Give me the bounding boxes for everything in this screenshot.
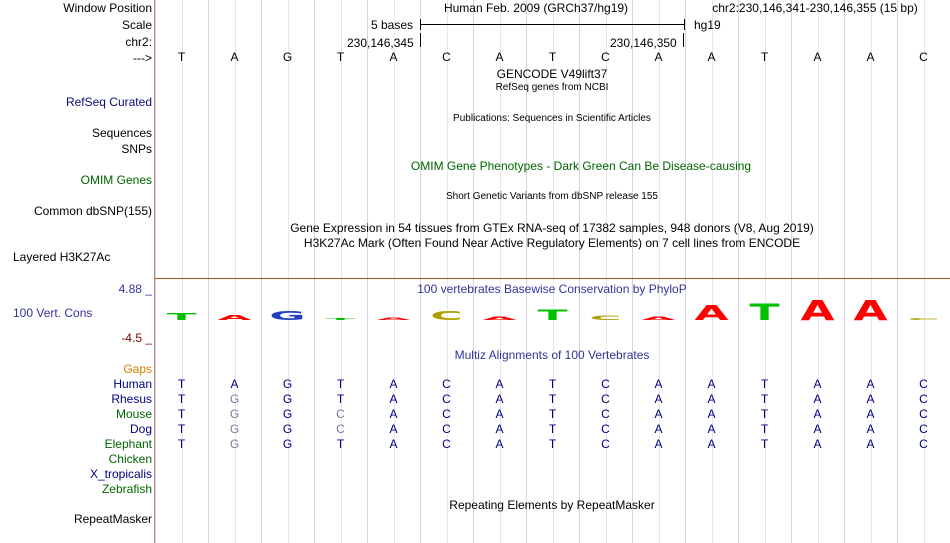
alignment-base: C <box>601 407 610 421</box>
reference-base: A <box>707 50 716 64</box>
scale-bar <box>420 24 685 25</box>
alignment-base: T <box>760 422 769 436</box>
multiz-track-title[interactable]: Multiz Alignments of 100 Vertebrates <box>454 348 650 362</box>
phylop-logo-letter: A <box>482 316 517 322</box>
refseq-track-subtitle: RefSeq genes from NCBI <box>495 82 609 93</box>
species-label[interactable]: Zebrafish <box>101 482 152 496</box>
track-label-layered-h3k27ac[interactable]: Layered H3K27Ac <box>13 250 111 264</box>
alignment-base: T <box>548 392 557 406</box>
alignment-base: T <box>760 437 769 451</box>
phylop-logo-letter: A <box>694 301 729 326</box>
alignment-base: G <box>229 437 240 451</box>
phylop-logo-letter: T <box>749 300 780 326</box>
h3k27ac-track-title[interactable]: H3K27Ac Mark (Often Found Near Active Regulatory Elements) on 7 cell lines from ENCODE <box>303 236 801 250</box>
alignment-base: T <box>177 377 186 391</box>
phylop-logo-letter: A <box>641 316 676 322</box>
window-position-text: chr2:230,146,341-230,146,355 (15 bp) <box>712 1 918 15</box>
alignment-base: G <box>282 422 293 436</box>
alignment-base: A <box>654 437 663 451</box>
track-label-repeatmasker[interactable]: RepeatMasker <box>73 512 152 526</box>
species-label[interactable]: Chicken <box>108 452 152 466</box>
reference-base: A <box>389 50 398 64</box>
alignment-base: T <box>548 437 557 451</box>
alignment-base: T <box>177 422 186 436</box>
species-label[interactable]: Rhesus <box>111 392 152 406</box>
dbsnp-track-title[interactable]: Short Genetic Variants from dbSNP release 155 <box>446 191 658 202</box>
alignment-row <box>155 482 950 496</box>
phylop-logo-letter: T <box>325 317 356 321</box>
alignment-base: G <box>282 377 293 391</box>
alignment-base: C <box>442 437 451 451</box>
reference-base: A <box>866 50 875 64</box>
alignment-base: A <box>654 392 663 406</box>
alignment-base: C <box>919 422 928 436</box>
alignment-base: C <box>601 377 610 391</box>
alignment-base: G <box>229 422 240 436</box>
track-label-omim-genes[interactable]: OMIM Genes <box>80 173 152 187</box>
alignment-base: A <box>495 377 504 391</box>
alignment-base: T <box>177 437 186 451</box>
alignment-base: A <box>654 377 663 391</box>
gencode-track-title[interactable]: GENCODE V49lift37 <box>496 67 608 81</box>
phylop-logo-letter: C <box>907 317 940 321</box>
alignment-base: T <box>177 392 186 406</box>
alignment-base: A <box>866 422 875 436</box>
reference-sequence-row[interactable] <box>155 50 950 64</box>
species-label[interactable]: Human <box>113 377 152 391</box>
alignment-base: A <box>389 392 398 406</box>
alignment-row <box>155 467 950 481</box>
reference-base: C <box>442 50 451 64</box>
ruler-tick-left <box>420 33 421 47</box>
phylop-scale-min: -4.5 _ <box>121 331 152 345</box>
alignment-base: A <box>389 422 398 436</box>
alignment-base: T <box>760 407 769 421</box>
scale-text: 5 bases <box>371 18 414 32</box>
track-label-snps[interactable]: SNPs <box>121 142 152 156</box>
alignment-base: T <box>336 437 345 451</box>
alignment-base: T <box>336 377 345 391</box>
phylop-logo-letter: A <box>800 296 835 326</box>
alignment-base: C <box>442 422 451 436</box>
reference-base: A <box>654 50 663 64</box>
track-label-sequences[interactable]: Sequences <box>91 126 152 140</box>
species-label[interactable]: X_tropicalis <box>89 467 152 481</box>
track-label-refseq-curated[interactable]: RefSeq Curated <box>65 95 152 109</box>
alignment-base: A <box>707 407 716 421</box>
alignment-base: A <box>813 392 822 406</box>
alignment-base: C <box>442 392 451 406</box>
alignment-base: T <box>336 392 345 406</box>
phylop-logo-letter: T <box>537 307 568 324</box>
track-label-column <box>0 0 154 543</box>
track-group-divider <box>155 278 950 279</box>
alignment-base: C <box>919 392 928 406</box>
alignment-base: A <box>813 407 822 421</box>
alignment-base: C <box>336 422 345 436</box>
alignment-base: C <box>442 377 451 391</box>
alignment-base: A <box>866 392 875 406</box>
alignment-base: C <box>601 437 610 451</box>
alignment-base: A <box>707 377 716 391</box>
phylop-logo-letter: G <box>269 308 306 323</box>
phylop-logo-letter: A <box>853 296 888 326</box>
alignment-base: T <box>760 392 769 406</box>
alignment-base: G <box>229 407 240 421</box>
phylop-logo-letter: T <box>166 310 197 323</box>
alignment-row <box>155 407 950 421</box>
alignment-base: A <box>866 377 875 391</box>
reference-base: T <box>548 50 557 64</box>
alignment-base: A <box>813 437 822 451</box>
alignment-base: A <box>866 407 875 421</box>
alignment-base: C <box>336 407 345 421</box>
alignment-base: A <box>495 422 504 436</box>
alignment-base: A <box>389 437 398 451</box>
alignment-row <box>155 452 950 466</box>
assembly-db: hg19 <box>694 18 721 32</box>
reference-base: A <box>230 50 239 64</box>
alignment-base: A <box>813 377 822 391</box>
species-label[interactable]: Mouse <box>115 407 152 421</box>
alignment-base: A <box>707 437 716 451</box>
alignment-base: T <box>548 377 557 391</box>
reference-base: C <box>601 50 610 64</box>
alignment-base: G <box>282 407 293 421</box>
phylop-track-title[interactable]: 100 vertebrates Basewise Conservation by PhyloP <box>417 282 687 296</box>
alignment-base: A <box>389 407 398 421</box>
omim-track-title[interactable]: OMIM Gene Phenotypes - Dark Green Can Be Disease-causing <box>410 159 752 173</box>
alignment-base: T <box>548 422 557 436</box>
alignment-base: A <box>654 407 663 421</box>
alignment-row <box>155 392 950 406</box>
alignment-base: A <box>654 422 663 436</box>
reference-base: T <box>760 50 769 64</box>
species-label[interactable]: Elephant <box>104 437 152 451</box>
alignment-base: T <box>548 407 557 421</box>
alignment-base: C <box>919 407 928 421</box>
track-label-gaps: Gaps <box>123 362 152 376</box>
reference-base: A <box>813 50 822 64</box>
reference-base: C <box>919 50 928 64</box>
alignment-base: C <box>601 392 610 406</box>
phylop-scale-max: 4.88 _ <box>118 282 152 296</box>
alignment-base: C <box>919 377 928 391</box>
alignment-base: C <box>919 437 928 451</box>
scale-label: Scale <box>121 18 152 32</box>
alignment-base: T <box>760 377 769 391</box>
chrom-label: chr2: <box>125 35 152 49</box>
gtex-track-title[interactable]: Gene Expression in 54 tissues from GTEx RNA-seq of 17382 samples, 948 donors (V8, Aug 2019) <box>290 221 814 235</box>
alignment-base: A <box>866 437 875 451</box>
ruler-position-right: 230,146,350 <box>610 36 677 50</box>
alignment-base: A <box>230 377 239 391</box>
ruler-position-left: 230,146,345 <box>347 36 414 50</box>
alignment-base: C <box>601 422 610 436</box>
phylop-logo-letter: C <box>430 308 463 323</box>
phylop-conservation-logo <box>155 296 950 326</box>
reference-base: T <box>336 50 345 64</box>
alignment-base: A <box>495 437 504 451</box>
ruler-tick-right <box>683 33 684 47</box>
alignment-base: A <box>495 407 504 421</box>
phylop-logo-letter: C <box>589 314 622 322</box>
publications-track-title[interactable]: Publications: Sequences in Scientific Articles <box>453 113 651 124</box>
alignment-base: G <box>229 392 240 406</box>
species-label[interactable]: Dog <box>129 422 152 436</box>
assembly-name: Human Feb. 2009 (GRCh37/hg19) <box>443 1 629 15</box>
track-label-common-dbsnp[interactable]: Common dbSNP(155) <box>33 204 152 218</box>
phylop-logo-letter: A <box>376 317 411 321</box>
reference-base: A <box>495 50 504 64</box>
track-label-100-vert-cons[interactable]: 100 Vert. Cons <box>13 306 93 320</box>
alignment-row <box>155 437 950 451</box>
track-display-area[interactable] <box>155 0 950 543</box>
alignment-base: G <box>282 392 293 406</box>
alignment-base: A <box>389 377 398 391</box>
reference-base: T <box>177 50 186 64</box>
alignment-base: A <box>707 422 716 436</box>
alignment-row <box>155 377 950 391</box>
scale-bar-right-tick <box>684 19 685 30</box>
alignment-base: A <box>813 422 822 436</box>
alignment-base: A <box>707 392 716 406</box>
alignment-base: T <box>177 407 186 421</box>
window-position-label: Window Position <box>63 1 152 15</box>
alignment-base: A <box>495 392 504 406</box>
alignment-row <box>155 422 950 436</box>
strand-direction-label[interactable]: ---> <box>133 51 152 65</box>
alignment-base: C <box>442 407 451 421</box>
reference-base: G <box>282 50 293 64</box>
alignment-base: G <box>282 437 293 451</box>
repeatmasker-track-title[interactable]: Repeating Elements by RepeatMasker <box>449 498 655 512</box>
phylop-logo-letter: A <box>217 313 252 322</box>
scale-bar-left-tick <box>420 19 421 30</box>
